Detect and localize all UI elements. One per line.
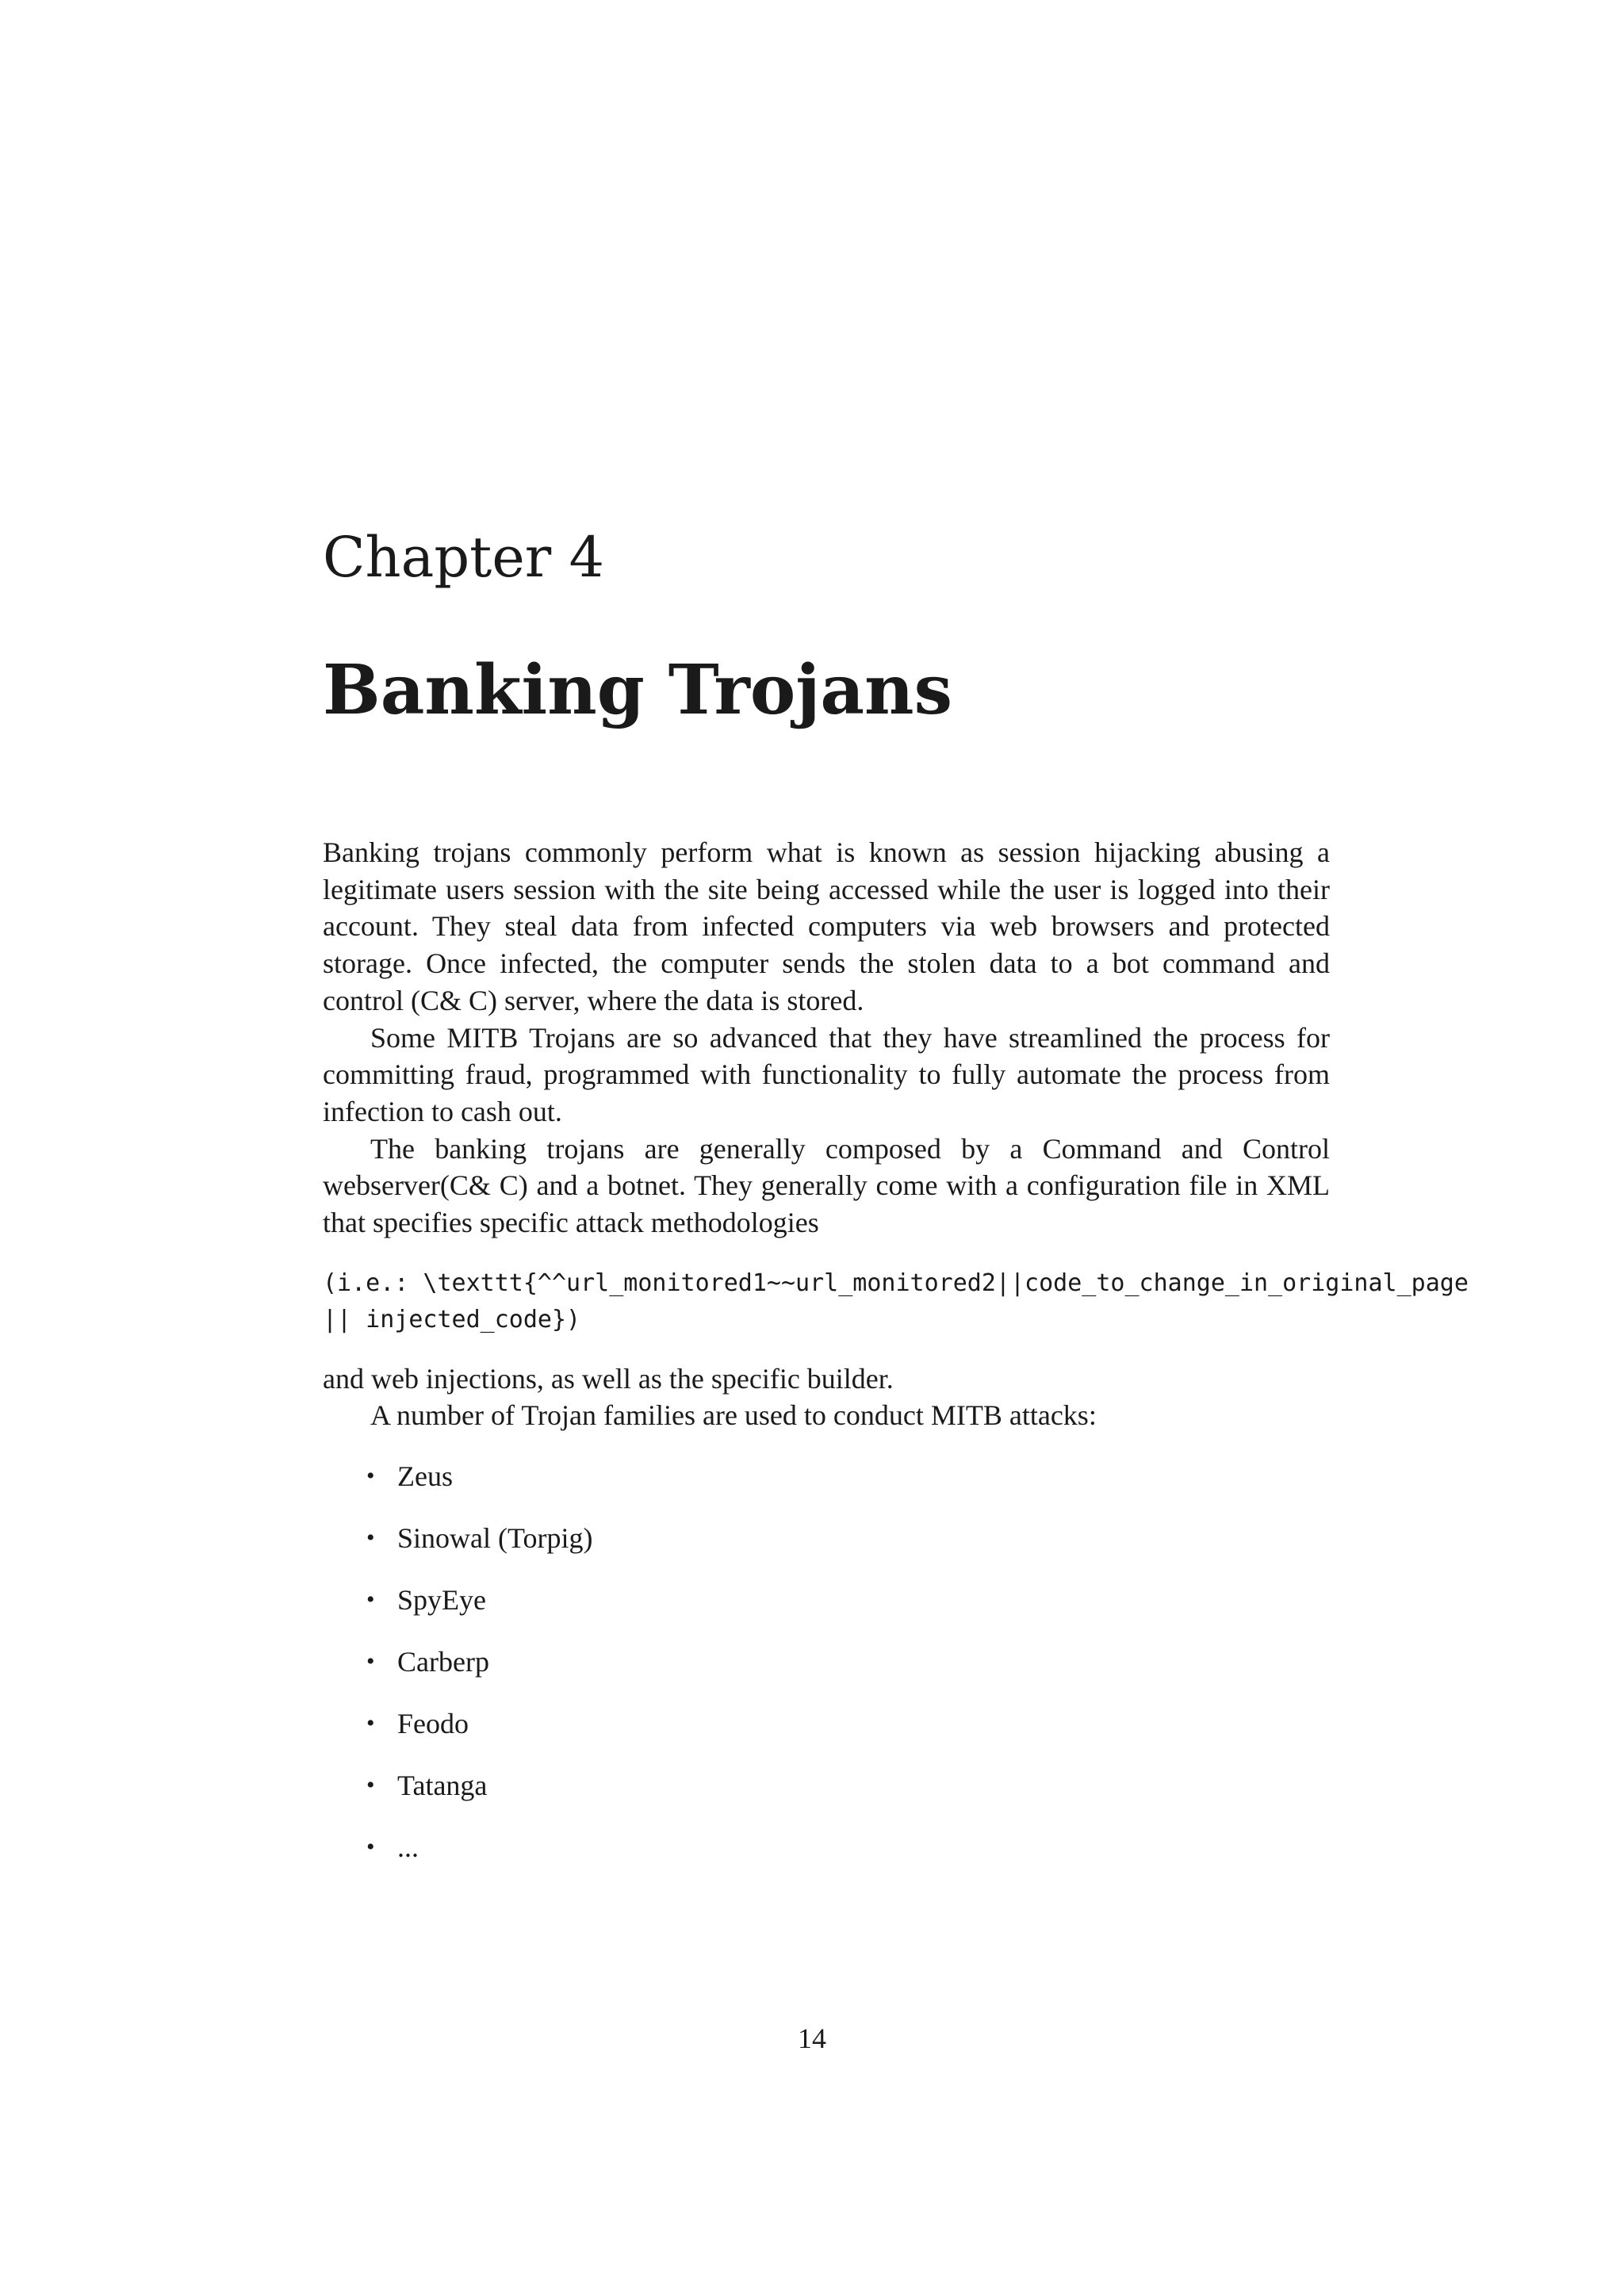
list-item-label: Tatanga [397, 1770, 488, 1802]
chapter-body [323, 834, 1469, 1891]
code-example [323, 1265, 1591, 1338]
list-item-label: Sinowal (Torpig) [397, 1522, 593, 1555]
chapter-title: Banking Trojans [323, 650, 952, 730]
bullet-icon: • [366, 1525, 375, 1552]
chapter-label: Chapter 4 [323, 525, 604, 590]
list-item [323, 1644, 1330, 1705]
bullet-icon: • [366, 1834, 375, 1861]
paragraph-session-hijacking: Banking trojans commonly perform what is known as session hijacking abusing a legitimate users session with the site being accessed while the user is logged into their account. They steal data from infected computers via web browsers and protected storage. Once infected, the computer sends the stolen data to a bot command and control (C& C) server, where the data is stored. [323, 836, 1330, 1016]
bullet-icon: • [366, 1772, 375, 1799]
list-item-label: Feodo [397, 1708, 469, 1740]
list-item-label: SpyEye [397, 1584, 486, 1617]
list-item [323, 1767, 1330, 1829]
paragraph-composition: The banking trojans are generally composed by a Command and Control webserver(C& C) and a botnet. They generally come with a configuration file in XML that specifies specific attack methodologies [323, 1132, 1330, 1239]
page-number: 14 [798, 2022, 826, 2054]
paragraph-after-code: and web injections, as well as the specific builder. [323, 1362, 894, 1395]
list-item-label: Carberp [397, 1646, 489, 1678]
list-item [323, 1829, 1330, 1891]
bullet-icon: • [366, 1710, 375, 1737]
list-item [323, 1582, 1330, 1644]
bullet-icon: • [366, 1648, 375, 1675]
paragraph-mitb-advanced: Some MITB Trojans are so advanced that they have streamlined the process for committing fraud, programmed with functionality to fully automate the process from infection to cash out. [323, 1021, 1330, 1127]
paragraph-list-intro: A number of Trojan families are used to conduct MITB attacks: [370, 1399, 1097, 1432]
code-line-2: || injected_code}) [323, 1305, 581, 1334]
list-item [323, 1705, 1330, 1767]
trojan-family-list [323, 1458, 1330, 1891]
bullet-icon: • [366, 1463, 375, 1490]
list-item [323, 1458, 1330, 1520]
list-item [323, 1520, 1330, 1582]
code-line-1: (i.e.: \texttt{^^url_monitored1~~url_monitored2||code_to_change_in_original_page [323, 1269, 1469, 1297]
list-item-label: ... [397, 1831, 419, 1864]
list-item-label: Zeus [397, 1460, 453, 1493]
bullet-icon: • [366, 1586, 375, 1613]
